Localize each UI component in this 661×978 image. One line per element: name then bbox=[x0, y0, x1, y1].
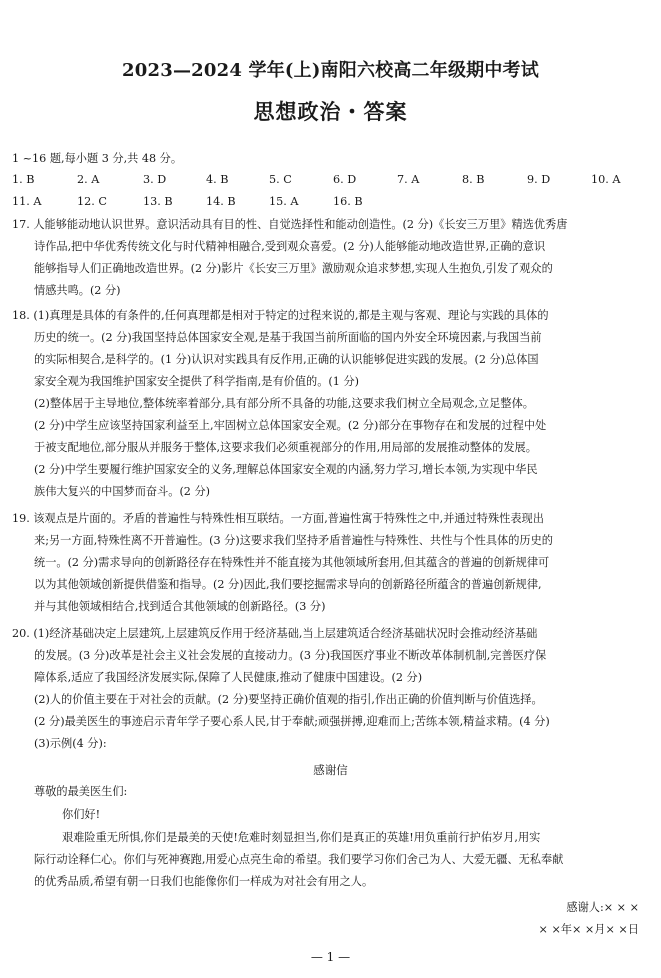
q18-line: (2 分)中学生应该坚持国家利益至上,牢固树立总体国家安全观。(2 分)部分在事物存在和发展的过程中处 bbox=[34, 419, 547, 432]
q20-line: 20. (1)经济基础决定上层建筑,上层建筑反作用于经济基础,当上层建筑适合经济基础状况时会推动经济基础 bbox=[12, 627, 538, 640]
q19-line: 统一。(2 分)需求导向的创新路径存在特殊性并不能直接为其他领域所套用,但其蕴含的普遍的创新规律可 bbox=[34, 556, 550, 569]
answer-item: 16. B bbox=[333, 195, 363, 208]
q19-line: 来;另一方面,特殊性离不开普遍性。(3 分)这要求我们坚持矛盾普遍性与特殊性、共性与个性具体的历史的 bbox=[34, 534, 553, 547]
answer-item: 2. A bbox=[77, 173, 100, 186]
answer-item: 15. A bbox=[269, 195, 299, 208]
subject-title: 思想政治・答案 bbox=[253, 99, 408, 124]
q18-line: 于被支配地位,部分服从并服务于整体,这要求我们必须重视部分的作用,用局部的发展推动整体的发展。 bbox=[34, 441, 537, 454]
answer-item: 5. C bbox=[269, 173, 292, 186]
answer-item: 4. B bbox=[206, 173, 229, 186]
answer-item: 8. B bbox=[462, 173, 485, 186]
answer-item: 12. C bbox=[77, 195, 107, 208]
q17-line: 诗作品,把中华优秀传统文化与时代精神相融合,受到观众喜爱。(2 分)人能够能动地改造世界,正确的意识 bbox=[34, 240, 546, 253]
q19-line: 以为其他领域创新提供借鉴和指导。(2 分)因此,我们要挖掘需求导向的创新路径所蕴含的普遍创新规律, bbox=[34, 578, 542, 591]
q18-line: 18. (1)真理是具体的有条件的,任何真理都是相对于特定的过程来说的,都是主观与客观、理论与实践的具体的 bbox=[12, 309, 549, 322]
page-number: — 1 — bbox=[310, 950, 351, 964]
answer-item: 9. D bbox=[527, 173, 551, 186]
q18-line: 家安全观为我国维护国家安全提供了科学指南,是有价值的。(1 分) bbox=[34, 375, 360, 388]
q18-line: 的实际相契合,是科学的。(1 分)认识对实践具有反作用,正确的认识能够促进实践的发展。(2 分)总体国 bbox=[34, 353, 539, 366]
letter-salutation: 尊敬的最美医生们: bbox=[34, 785, 128, 798]
answer-item: 3. D bbox=[143, 173, 167, 186]
q19-line: 并与其他领域相结合,找到适合其他领域的创新路径。(3 分) bbox=[34, 600, 326, 613]
q17-line: 17. 人能够能动地认识世界。意识活动具有目的性、自觉选择性和能动创造性。(2 分)《长安三万里》精选优秀唐 bbox=[12, 218, 568, 231]
letter-body-line: 际行动诠释仁心。你们与死神赛跑,用爱心点亮生命的希望。我们要学习你们舍己为人、大爱无疆、无私奉献 bbox=[34, 853, 564, 866]
letter-body-line: 的优秀品质,希望有朝一日我们也能像你们一样成为对社会有用之人。 bbox=[34, 875, 374, 888]
answer-item: 13. B bbox=[143, 195, 173, 208]
letter-greeting: 你们好! bbox=[62, 808, 101, 821]
answer-item: 1. B bbox=[12, 173, 35, 186]
exam-title: 2023—2024 学年(上)南阳六校高二年级期中考试 bbox=[122, 60, 539, 81]
answer-item: 7. A bbox=[397, 173, 420, 186]
q18-line: (2 分)中学生要履行维护国家安全的义务,理解总体国家安全观的内涵,努力学习,增长本领,为实现中华民 bbox=[34, 463, 538, 476]
answer-item: 6. D bbox=[333, 173, 357, 186]
mc-intro: 1 ~16 题,每小题 3 分,共 48 分。 bbox=[12, 152, 183, 165]
letter-signer: 感谢人:× × × bbox=[566, 901, 639, 914]
q19-line: 19. 该观点是片面的。矛盾的普遍性与特殊性相互联结。一方面,普遍性寓于特殊性之中,并通过特殊性表现出 bbox=[12, 512, 544, 525]
q20-line: (2 分)最美医生的事迹启示青年学子要心系人民,甘于奉献;顽强拼搏,迎难而上;苦练本领,精益求精。(4 分) bbox=[34, 715, 550, 728]
answer-item: 10. A bbox=[591, 173, 621, 186]
answer-item: 14. B bbox=[206, 195, 236, 208]
letter-title: 感谢信 bbox=[313, 763, 348, 777]
q20-line: (2)人的价值主要在于对社会的贡献。(2 分)要坚持正确价值观的指引,作出正确的价值判断与价值选择。 bbox=[34, 693, 543, 706]
q17-line: 能够指导人们正确地改造世界。(2 分)影片《长安三万里》激励观众追求梦想,实现人生抱负,引发了观众的 bbox=[34, 262, 553, 275]
letter-body-line: 艰难险重无所惧,你们是最美的天使!危难时刻显担当,你们是真正的英雄!用负重前行护佑岁月,用实 bbox=[62, 831, 541, 844]
mc-answer-row bbox=[12, 173, 652, 187]
q17-line: 情感共鸣。(2 分) bbox=[34, 284, 121, 297]
q20-line: 的发展。(3 分)改革是社会主义社会发展的直接动力。(3 分)我国医疗事业不断改革体制机制,完善医疗保 bbox=[34, 649, 547, 662]
q18-line: 族伟大复兴的中国梦而奋斗。(2 分) bbox=[34, 485, 211, 498]
q20-line: (3)示例(4 分): bbox=[34, 737, 107, 750]
letter-date: × ×年× ×月× ×日 bbox=[538, 923, 639, 936]
q18-line: 历史的统一。(2 分)我国坚持总体国家安全观,是基于我国当前所面临的国内外安全环境因素,与我国当前 bbox=[34, 331, 542, 344]
q18-line: (2)整体居于主导地位,整体统率着部分,具有部分所不具备的功能,这要求我们树立全局观念,立足整体。 bbox=[34, 397, 534, 410]
answer-item: 11. A bbox=[12, 195, 42, 208]
q20-line: 障体系,适应了我国经济发展实际,保障了人民健康,推动了健康中国建设。(2 分) bbox=[34, 671, 423, 684]
mc-answer-row bbox=[12, 195, 652, 209]
